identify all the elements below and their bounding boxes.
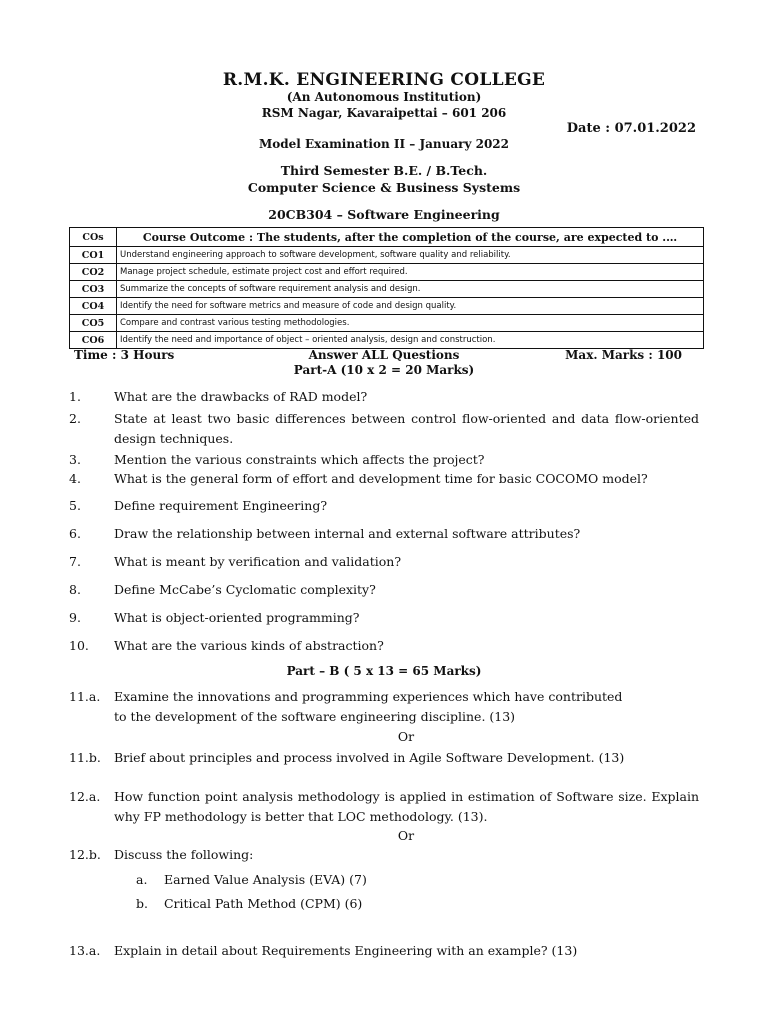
co-text: Identify the need and importance of object – oriented analysis, design and construction. [117, 332, 704, 349]
sub-question-text: Critical Path Method (CPM) (6) [163, 896, 363, 911]
co-code: CO3 [70, 281, 117, 298]
or-separator: Or [397, 828, 415, 843]
question-item [69, 608, 699, 628]
question-number: 9. [69, 610, 81, 625]
question-item [69, 941, 699, 961]
co-text: Manage project schedule, estimate project cost and effort required. [117, 264, 704, 281]
question-item [69, 524, 699, 544]
department: Computer Science & Business Systems [247, 180, 521, 195]
table-row [70, 247, 704, 264]
question-number: 13.a. [69, 943, 101, 958]
question-text: How function point analysis methodology is applied in estimation of Software size. Explain why FP methodology is better that LOC methodology. (13). [114, 789, 699, 824]
sub-question-item [136, 896, 362, 911]
sub-question-item [136, 872, 367, 887]
course-outcome-table [69, 227, 704, 349]
question-item [69, 787, 699, 826]
co-text: Understand engineering approach to software development, software quality and reliability. [117, 247, 704, 264]
sub-question-label: b. [136, 896, 148, 911]
answer-instruction: Answer ALL Questions [308, 348, 460, 362]
question-number: 12.a. [69, 789, 101, 804]
question-item [69, 469, 699, 489]
question-text: Discuss the following: [114, 847, 254, 862]
course-title: 20CB304 – Software Engineering [268, 207, 500, 222]
question-number: 7. [69, 554, 81, 569]
question-text: What is meant by verification and validation? [114, 554, 402, 569]
part-a-title: Part-A (10 x 2 = 20 Marks) [293, 363, 475, 377]
question-number: 8. [69, 582, 81, 597]
question-item [69, 580, 699, 600]
question-item [69, 387, 699, 407]
question-text: Draw the relationship between internal and external software attributes? [114, 526, 581, 541]
semester: Third Semester B.E. / B.Tech. [280, 163, 488, 178]
institution-type: (An Autonomous Institution) [286, 90, 482, 104]
co-code: CO6 [70, 332, 117, 349]
question-item [69, 552, 699, 572]
col-header-outcome: Course Outcome : The students, after the completion of the course, are expected to .… [117, 228, 704, 247]
question-text: What are the drawbacks of RAD model? [114, 389, 368, 404]
co-code: CO1 [70, 247, 117, 264]
exam-duration: Time : 3 Hours [74, 348, 175, 362]
college-name: R.M.K. ENGINEERING COLLEGE [222, 70, 546, 90]
question-number: 6. [69, 526, 81, 541]
question-text: Explain in detail about Requirements Engineering with an example? (13) [114, 943, 578, 958]
table-row [70, 298, 704, 315]
question-item [69, 450, 699, 470]
question-number: 2. [69, 411, 81, 426]
table-row [70, 315, 704, 332]
question-text: Define requirement Engineering? [114, 498, 328, 513]
question-text: What are the various kinds of abstraction? [114, 638, 384, 653]
question-text: Define McCabe’s Cyclomatic complexity? [114, 582, 376, 597]
question-item [69, 636, 699, 656]
table-header-row [70, 228, 704, 247]
question-text: Mention the various constraints which affects the project? [114, 452, 485, 467]
exam-date: Date : 07.01.2022 [566, 121, 696, 136]
max-marks: Max. Marks : 100 [565, 348, 682, 362]
question-text: What is the general form of effort and development time for basic COCOMO model? [114, 471, 648, 486]
co-code: CO4 [70, 298, 117, 315]
sub-question-label: a. [136, 872, 148, 887]
co-text: Summarize the concepts of software requirement analysis and design. [117, 281, 704, 298]
table-row [70, 281, 704, 298]
question-item [69, 687, 699, 726]
question-number: 4. [69, 471, 81, 486]
college-address: RSM Nagar, Kavaraipettai – 601 206 [261, 106, 507, 120]
question-number: 3. [69, 452, 81, 467]
question-line: Examine the innovations and programming experiences which have contributed [114, 689, 623, 704]
co-text: Compare and contrast various testing methodologies. [117, 315, 704, 332]
co-code: CO5 [70, 315, 117, 332]
table-row [70, 264, 704, 281]
or-separator: Or [397, 729, 415, 744]
table-row [70, 332, 704, 349]
question-number: 11.b. [69, 750, 101, 765]
question-item [69, 496, 699, 516]
question-text: What is object-oriented programming? [114, 610, 360, 625]
co-code: CO2 [70, 264, 117, 281]
question-number: 1. [69, 389, 81, 404]
co-text: Identify the need for software metrics and measure of code and design quality. [117, 298, 704, 315]
question-number: 12.b. [69, 847, 101, 862]
exam-title: Model Examination II – January 2022 [258, 137, 510, 151]
col-header-code: COs [70, 228, 117, 247]
sub-question-text: Earned Value Analysis (EVA) (7) [163, 872, 367, 887]
question-item [69, 845, 699, 865]
question-number: 10. [69, 638, 89, 653]
question-number: 11.a. [69, 689, 101, 704]
question-text: State at least two basic differences between control flow-oriented and data flow-oriented design techniques. [114, 411, 699, 446]
question-text: Brief about principles and process involved in Agile Software Development. (13) [114, 750, 625, 765]
question-text [114, 687, 699, 726]
part-b-title: Part – B ( 5 x 13 = 65 Marks) [286, 664, 482, 678]
question-item [69, 748, 699, 768]
question-item [69, 409, 699, 448]
question-number: 5. [69, 498, 81, 513]
question-line: to the development of the software engineering discipline. (13) [114, 708, 516, 724]
